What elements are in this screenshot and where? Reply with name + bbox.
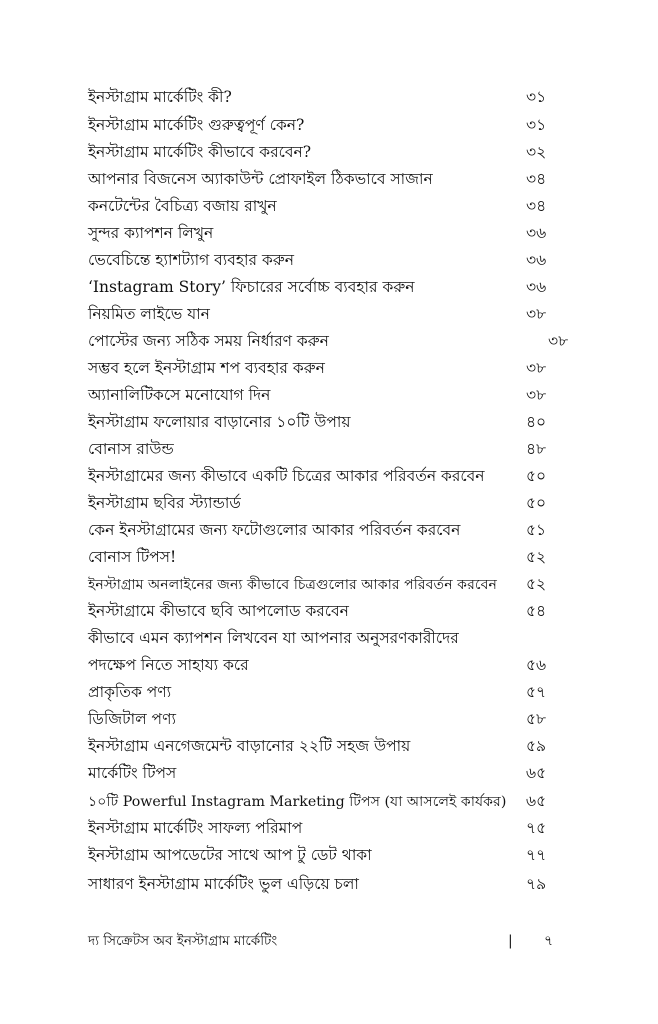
- toc-entry-title: ইনস্টাগ্রাম মার্কেটিং কী?: [88, 88, 232, 106]
- toc-entry: [88, 358, 325, 378]
- toc-entry-page: ৫২: [526, 575, 547, 593]
- toc-entry: [88, 250, 294, 270]
- toc-entry: [88, 385, 270, 405]
- toc-entry-page: ৩১: [526, 88, 547, 106]
- toc-entry-title: ইনস্টাগ্রামের জন্য কীভাবে একটি চিত্রের আকার পরিবর্তন করবেন: [88, 467, 485, 485]
- toc-entry: [88, 466, 485, 486]
- toc-entry-title: নিয়মিত লাইভে যান: [88, 305, 210, 323]
- toc-entry-title: ইনস্টাগ্রাম মার্কেটিং কীভাবে করবেন?: [88, 143, 312, 161]
- toc-entry-title: পোস্টের জন্য সঠিক সময় নির্ধারণ করুন: [88, 332, 329, 350]
- toc-entry-title: সুন্দর ক্যাপশন লিখুন: [88, 224, 214, 242]
- toc-entry-page: ৫৬: [526, 656, 547, 674]
- toc-entry-page: ৩১: [526, 116, 547, 134]
- toc-entry-page: ৫৭: [526, 683, 547, 701]
- toc-entry: [88, 709, 176, 729]
- toc-entry-title: কেন ইনস্টাগ্রামের জন্য ফটোগুলোর আকার পরিবর্তন করবেন: [88, 521, 461, 539]
- toc-entry: [88, 601, 349, 621]
- toc-entry-title: ইনস্টাগ্রাম মার্কেটিং সাফল্য পরিমাপ: [88, 819, 303, 837]
- toc-entry: [88, 142, 311, 162]
- page-number: ৭: [544, 933, 554, 949]
- toc-entry-page: ৫০: [526, 494, 547, 512]
- toc-entry-page: ৪৮: [526, 440, 547, 458]
- toc-entry-title: ‘Instagram Story’ ফিচারের সর্বোচ্চ ব্যবহার করুন: [88, 278, 415, 296]
- toc-entry: [88, 628, 459, 648]
- toc-entry-title: ইনস্টাগ্রাম আপডেটের সাথে আপ টু ডেট থাকা: [88, 846, 372, 864]
- toc-entry-page: ৭৭: [526, 846, 547, 864]
- toc-entry-page: ৭৯: [526, 875, 547, 893]
- toc-entry: [88, 493, 241, 513]
- toc-entry: [88, 845, 372, 865]
- toc-entry-page: ৬৫: [526, 764, 547, 782]
- toc-entry-page: ৩৬: [526, 251, 547, 269]
- toc-entry-title: ইনস্টাগ্রাম মার্কেটিং গুরুত্বপূর্ণ কেন?: [88, 116, 305, 134]
- toc-entry-title: পদক্ষেপ নিতে সাহায্য করে: [88, 656, 249, 674]
- toc-entry: [88, 547, 176, 567]
- toc-entry: [88, 818, 302, 838]
- toc-entry-title: কীভাবে এমন ক্যাপশন লিখবেন যা আপনার অনুসরণকারীদের: [88, 629, 459, 647]
- toc-entry: [88, 277, 414, 297]
- toc-entry: [88, 169, 433, 189]
- toc-entry-page: ৩৬: [526, 224, 547, 242]
- toc-entry: [88, 304, 210, 324]
- toc-entry: [88, 196, 277, 216]
- toc-entry-title: ভেবেচিন্তে হ্যাশট্যাগ ব্যবহার করুন: [88, 251, 294, 269]
- toc-entry: [88, 87, 232, 107]
- toc-entry-title: ইনস্টাগ্রাম অনলাইনের জন্য কীভাবে চিত্রগুলোর আকার পরিবর্তন করবেন: [88, 577, 497, 593]
- toc-entry-title: মার্কেটিং টিপস: [88, 764, 177, 782]
- toc-entry: [88, 791, 506, 812]
- toc-entry: [88, 736, 410, 756]
- toc-entry-page: ৩৪: [526, 170, 547, 188]
- toc-entry-title: ইনস্টাগ্রাম এনগেজমেন্ট বাড়ানোর ২২টি সহজ উপায়: [88, 737, 411, 755]
- toc-entry: [88, 763, 176, 783]
- toc-entry-page: ৫১: [526, 521, 547, 539]
- toc-entry-title: কনটেন্টের বৈচিত্র্য বজায় রাখুন: [88, 197, 277, 215]
- toc-entry-title: বোনাস টিপস!: [88, 548, 177, 566]
- toc-entry-title: ইনস্টাগ্রাম ছবির স্ট্যান্ডার্ড: [88, 494, 241, 512]
- toc-entry-title: সাধারণ ইনস্টাগ্রাম মার্কেটিং ভুল এড়িয়ে চলা: [88, 875, 359, 893]
- toc-entry-page: ৩৮: [526, 359, 547, 377]
- toc-entry-title: সম্ভব হলে ইনস্টাগ্রাম শপ ব্যবহার করুন: [88, 359, 325, 377]
- footer-separator: |: [508, 933, 513, 949]
- toc-entry: [88, 520, 460, 540]
- toc-entry: [88, 331, 329, 351]
- toc-entry-page: ৫২: [526, 548, 547, 566]
- toc-entry-title: ইনস্টাগ্রামে কীভাবে ছবি আপলোড করবেন: [88, 602, 349, 620]
- toc-entry: [88, 412, 350, 432]
- toc-entry: [88, 439, 174, 459]
- toc-entry-page: ৩২: [526, 143, 547, 161]
- toc-entry: [88, 574, 497, 595]
- toc-entry: [88, 223, 213, 243]
- toc-entry-title: আপনার বিজনেস অ্যাকাউন্ট প্রোফাইল ঠিকভাবে সাজান: [88, 170, 433, 188]
- toc-entry: [88, 115, 304, 135]
- toc-entry-page: ৫৯: [526, 737, 547, 755]
- toc-entry-page: ৫৮: [526, 710, 547, 728]
- toc-entry: [88, 655, 249, 675]
- toc-entry: [88, 682, 171, 702]
- toc-entry-title: ১০টি Powerful Instagram Marketing টিপস (যা আসলেই কার্যকর): [88, 794, 507, 810]
- toc-entry: [88, 874, 359, 894]
- toc-entry-title: ইনস্টাগ্রাম ফলোয়ার বাড়ানোর ১০টি উপায়: [88, 413, 351, 431]
- toc-entry-title: প্রাকৃতিক পণ্য: [88, 683, 172, 701]
- toc-entry-title: ডিজিটাল পণ্য: [88, 710, 176, 728]
- toc-entry-page: ৩৬: [526, 278, 547, 296]
- toc-entry-page: ৪০: [526, 413, 547, 431]
- toc-entry-title: অ্যানালিটিকসে মনোযোগ দিন: [88, 386, 271, 404]
- toc-entry-page: ৩৪: [526, 197, 547, 215]
- toc-entry-page: ৬৫: [526, 792, 547, 810]
- toc-entry-page: ৩৮: [548, 332, 569, 350]
- toc-entry-page: ৫৪: [526, 602, 547, 620]
- toc-entry-page: ৩৮: [526, 386, 547, 404]
- toc-entry-page: ৩৮: [526, 305, 547, 323]
- running-footer-title: দ্য সিক্রেটস অব ইনস্টাগ্রাম মার্কেটিং: [88, 933, 278, 949]
- toc-entry-page: ৭৫: [526, 819, 547, 837]
- toc-entry-page: ৫০: [526, 467, 547, 485]
- toc-entry-title: বোনাস রাউন্ড: [88, 440, 174, 458]
